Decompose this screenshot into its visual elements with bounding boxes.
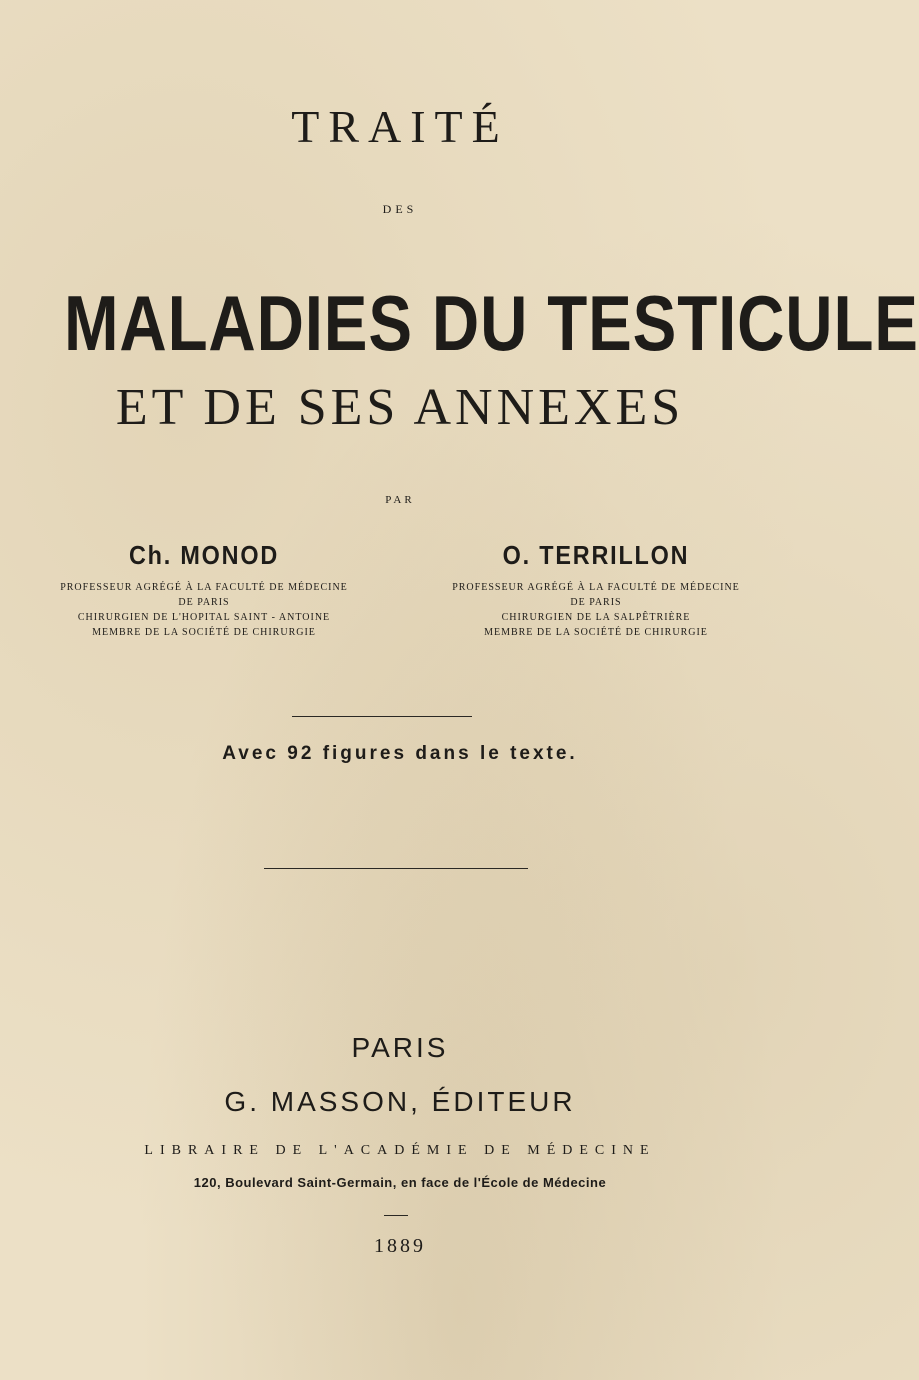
author-credential: MEMBRE DE LA SOCIÉTÉ DE CHIRURGIE xyxy=(92,627,316,638)
author-credential: DE PARIS xyxy=(570,597,622,608)
author-credential: CHIRURGIEN DE LA SALPÊTRIÈRE xyxy=(501,612,691,623)
title-traite: TRAITÉ xyxy=(291,101,509,152)
divider xyxy=(264,868,528,869)
imprint-city: PARIS xyxy=(351,1032,449,1063)
figures-note: Avec 92 figures dans le texte. xyxy=(222,743,578,764)
author-name: O. TERRILLON xyxy=(502,540,690,570)
author-terrillon xyxy=(400,538,792,640)
imprint-address: 120, Boulevard Saint-Germain, en face de l'École de Médecine xyxy=(193,1175,607,1190)
divider xyxy=(292,716,472,717)
imprint-publisher: G. MASSON, ÉDITEUR xyxy=(224,1086,576,1117)
author-credential: PROFESSEUR AGRÉGÉ À LA FACULTÉ DE MÉDECINE xyxy=(60,582,348,593)
author-credential: CHIRURGIEN DE L'HOPITAL SAINT - ANTOINE xyxy=(77,612,331,623)
divider xyxy=(384,1215,408,1216)
author-credential: PROFESSEUR AGRÉGÉ À LA FACULTÉ DE MÉDECINE xyxy=(452,582,740,593)
author-credential: MEMBRE DE LA SOCIÉTÉ DE CHIRURGIE xyxy=(484,627,708,638)
author-credential: DE PARIS xyxy=(178,597,230,608)
subtitle: ET DE SES ANNEXES xyxy=(115,379,685,436)
by-label: PAR xyxy=(385,494,415,506)
main-title: MALADIES DU TESTICULE xyxy=(64,279,919,367)
title-des: DES xyxy=(382,202,418,216)
author-name: Ch. MONOD xyxy=(128,540,280,570)
imprint-year: 1889 xyxy=(374,1235,426,1257)
author-monod xyxy=(8,538,400,640)
imprint-publisher-title: LIBRAIRE DE L'ACADÉMIE DE MÉDECINE xyxy=(144,1143,656,1158)
